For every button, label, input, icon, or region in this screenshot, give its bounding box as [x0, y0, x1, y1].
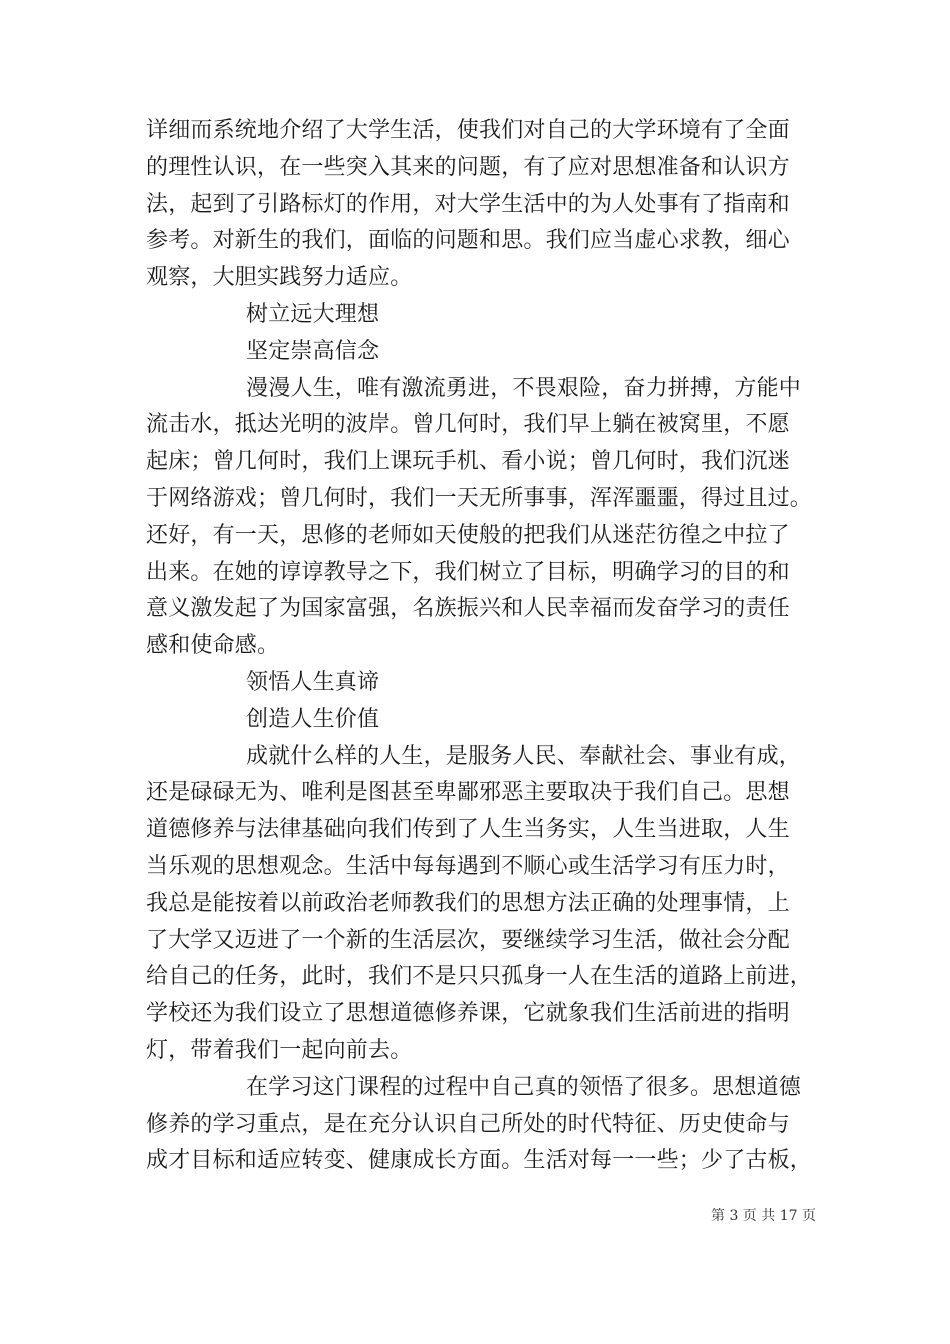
text-line: 领悟人生真谛 — [246, 669, 380, 695]
text-line: 还好，有一天，思修的老师如天使般的把我们从迷茫彷徨之中拉了 — [146, 522, 790, 548]
text-line: 学校还为我们设立了思想道德修养课，它就象我们生活前进的指明 — [146, 1001, 790, 1027]
text-line: 法，起到了引路标灯的作用，对大学生活中的为人处事有了指南和 — [146, 191, 790, 217]
text-line: 我总是能按着以前政治老师教我们的思想方法正确的处理事情，上 — [146, 890, 790, 916]
text-line: 意义激发起了为国家富强，名族振兴和人民幸福而发奋学习的责任 — [146, 596, 790, 622]
text-line: 的理性认识，在一些突入其来的问题，有了应对思想准备和认识方 — [146, 154, 790, 180]
text-line: 成才目标和适应转变、健康成长方面。生活对每一一些；少了古板， — [146, 1148, 813, 1174]
text-line: 在学习这门课程的过程中自己真的领悟了很多。思想道德 — [246, 1074, 802, 1100]
text-line: 当乐观的思想观念。生活中每每遇到不顺心或生活学习有压力时， — [146, 853, 790, 879]
text-line: 给自己的任务，此时，我们不是只只孤身一人在生活的道路上前进， — [146, 964, 813, 990]
text-line: 了大学又迈进了一个新的生活层次，要继续学习生活，做社会分配 — [146, 927, 790, 953]
text-line: 出来。在她的谆谆教导之下，我们树立了目标，明确学习的目的和 — [146, 559, 790, 585]
text-line: 还是碌碌无为、唯利是图甚至卑鄙邪恶主要取决于我们自己。思想 — [146, 780, 790, 806]
text-line: 灯，带着我们一起向前去。 — [146, 1037, 413, 1063]
text-line: 于网络游戏；曾几何时，我们一天无所事事，浑浑噩噩，得过且过。 — [146, 485, 813, 511]
text-line: 详细而系统地介绍了大学生活，使我们对自己的大学环境有了全面 — [146, 118, 790, 143]
text-line: 感和使命感。 — [146, 633, 280, 659]
text-line: 起床；曾几何时，我们上课玩手机、看小说；曾几何时，我们沉迷 — [146, 449, 790, 475]
text-line: 漫漫人生，唯有激流勇进，不畏艰险，奋力拼搏，方能中 — [246, 375, 802, 401]
text-line: 道德修养与法律基础向我们传到了人生当务实，人生当进取，人生 — [146, 817, 790, 843]
text-line: 坚定崇高信念 — [246, 338, 380, 364]
page-footer: 第 3 页 共 17 页 — [711, 1208, 816, 1224]
body-text — [146, 113, 826, 1180]
text-line: 树立远大理想 — [246, 301, 380, 327]
text-line: 成就什么样的人生，是服务人民、奉献社会、事业有成， — [246, 743, 802, 769]
text-line: 观察，大胆实践努力适应。 — [146, 265, 413, 291]
text-line: 参考。对新生的我们，面临的问题和思。我们应当虚心求教，细心 — [146, 228, 790, 254]
text-line: 流击水，抵达光明的波岸。曾几何时，我们早上躺在被窝里，不愿 — [146, 412, 790, 438]
text-line: 创造人生价值 — [246, 706, 380, 732]
text-line: 修养的学习重点，是在充分认识自己所处的时代特征、历史使命与 — [146, 1111, 790, 1137]
